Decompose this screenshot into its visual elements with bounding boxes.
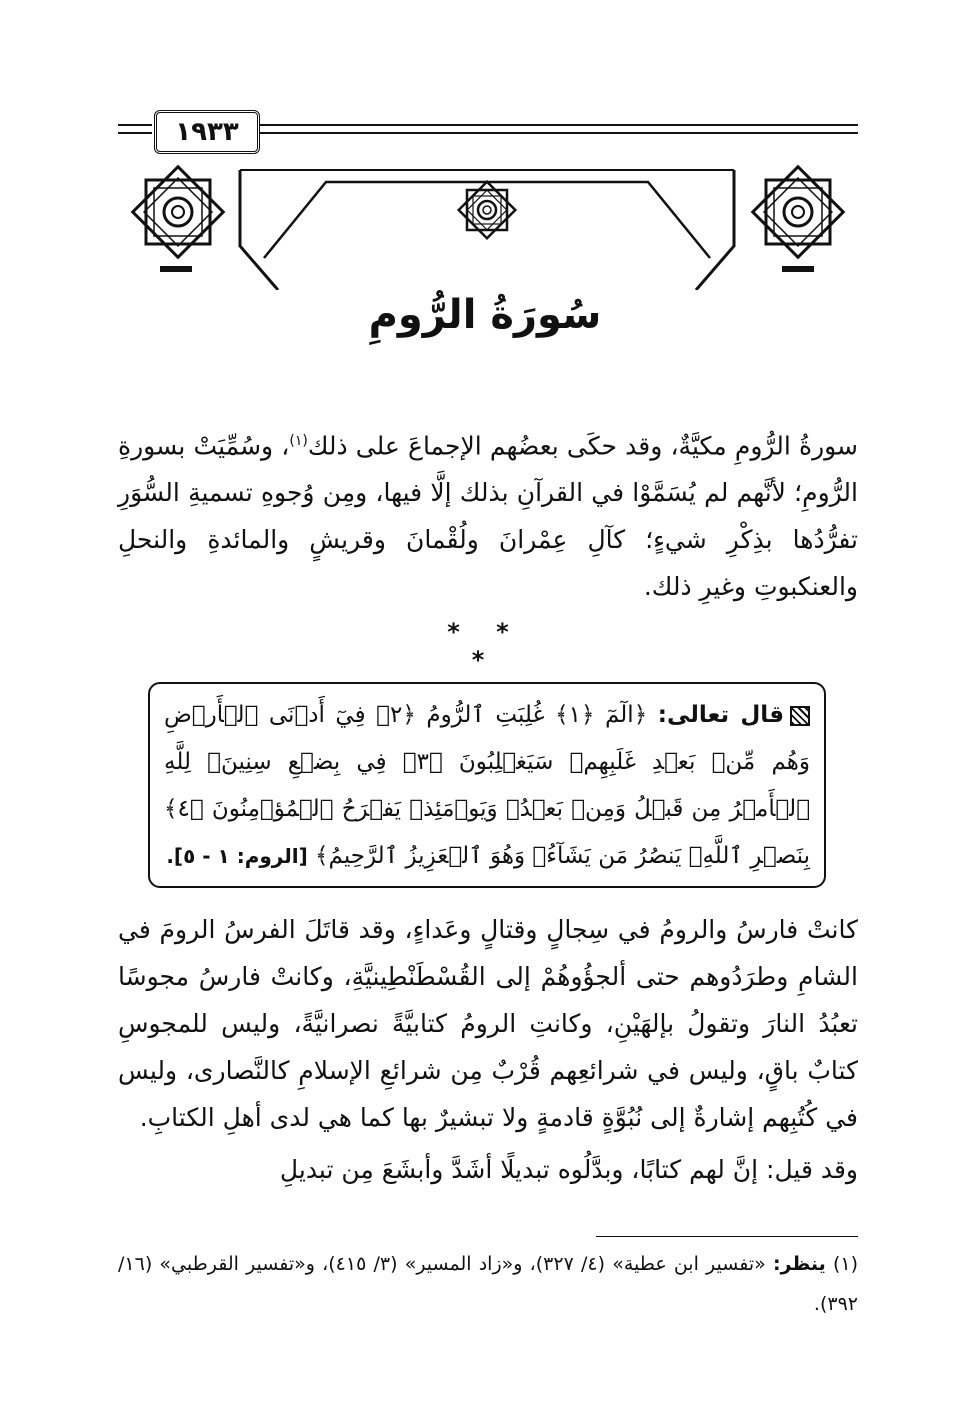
surah-title: سُورَةُ الرُّومِ — [368, 292, 602, 338]
section-separator: * * * — [447, 618, 523, 674]
header-rule-left-top — [118, 124, 152, 126]
footnote-divider — [596, 1236, 858, 1237]
footnote-number: (١) — [832, 1253, 859, 1275]
verse-box — [148, 682, 826, 888]
footnote-lead: ينظر: — [772, 1253, 826, 1275]
page-number: ١٩٣٣ — [154, 110, 260, 154]
verse-reference: [الروم: ١ - ٥]. — [166, 844, 308, 868]
header-rule-right-bottom — [260, 132, 858, 134]
verse-text: ﴿الٓمٓ ﴿١﴾ غُلِبَتِ ٱلرُّومُ ﴿٢﴾ فِيٓ أَدۡنَى ٱلۡأَرۡضِ وَهُم مِّنۢ بَعۡدِ غَلَبِهِمۡ سَيَغۡلِبُونَ ﴿٣﴾ فِي بِضۡعِ سِنِينَۗ لِلَّهِ ٱلۡأَمۡرُ مِن قَبۡلُ وَمِنۢ بَعۡدُۚ وَيَوۡمَئِذٖ يَفۡرَحُ ٱلۡمُؤۡمِنُونَ ﴿٤﴾ بِنَصۡرِ ٱللَّهِۚ يَنصُرُ مَن يَشَآءُۖ وَهُوَ ٱلۡعَزِيزُ ٱلرَّحِيمُ﴾ — [164, 702, 810, 869]
page-header — [118, 108, 858, 152]
footnote — [118, 1244, 858, 1324]
verse-intro: قال تعالى: — [657, 702, 785, 728]
star-ornament-left-icon — [133, 167, 224, 258]
header-rule-right-top — [260, 124, 858, 126]
intro-text-start: سورةُ الرُّومِ مكيَّةٌ، وقد حكَى بعضُهم الإجماعَ على ذلك — [307, 431, 859, 461]
intro-text-end: ، وسُمِّيَتْ بسورةِ الرُّومِ؛ لأنَّهم لم يُسَمَّوْا في القرآنِ بذلك إلَّا فيها، ومِن وُجوهِ تسميةِ السُّوَرِ تفرُّدُها بذِكْرِ شيءٍ؛ كآلِ عِمْرانَ ولُقْمانَ وقريشٍ والمائدةِ والنحلِ والعنكبوتِ وغيرِ ذلك. — [118, 431, 858, 602]
body-paragraph-2: وقد قيل: إنَّ لهم كتابًا، وبدَّلُوه تبديلًا أشَدَّ وأبشَعَ مِن تبديلِ — [279, 1155, 858, 1184]
header-rule-left-bottom — [118, 132, 152, 134]
body-paragraph-1: كانتْ فارسُ والرومُ في سِجالٍ وقتالٍ وعَداءٍ، وقد قاتَلَ الفرسُ الرومَ في الشامِ وطرَدُوهم حتى ألجؤُوهُمْ إلى القُسْطَنْطِينيَّةِ، وكانتْ فارسُ مجوسًا تعبُدُ النارَ وتقولُ بإلهَيْنِ، وكانتِ الرومُ كتابيَّةً نصرانيَّةً، وليس للمجوسِ كتابٌ باقٍ، وليس في شرائعِهم قُرْبٌ مِن شرائعِ الإسلامِ كالنَّصارى، وليس في كُتُبِهم إشارةٌ إلى نُبُوَّةٍ قادمةٍ ولا تبشيرٌ بها كما هي لدى أهلِ الكتابِ. — [118, 915, 858, 1132]
verse-marker-icon — [790, 706, 810, 726]
intro-paragraph — [118, 418, 858, 610]
star-ornament-center-icon — [459, 182, 516, 239]
star-ornament-right-icon — [753, 167, 844, 258]
footnote-text: «تفسير ابن عطية» (٤/ ٣٢٧)، و«زاد المسير» (٣/ ٤١٥)، و«تفسير القرطبي» (١٦/ ٣٩٢). — [118, 1253, 858, 1315]
decorative-banner — [0, 150, 974, 290]
footnote-marker: (١) — [289, 433, 308, 449]
